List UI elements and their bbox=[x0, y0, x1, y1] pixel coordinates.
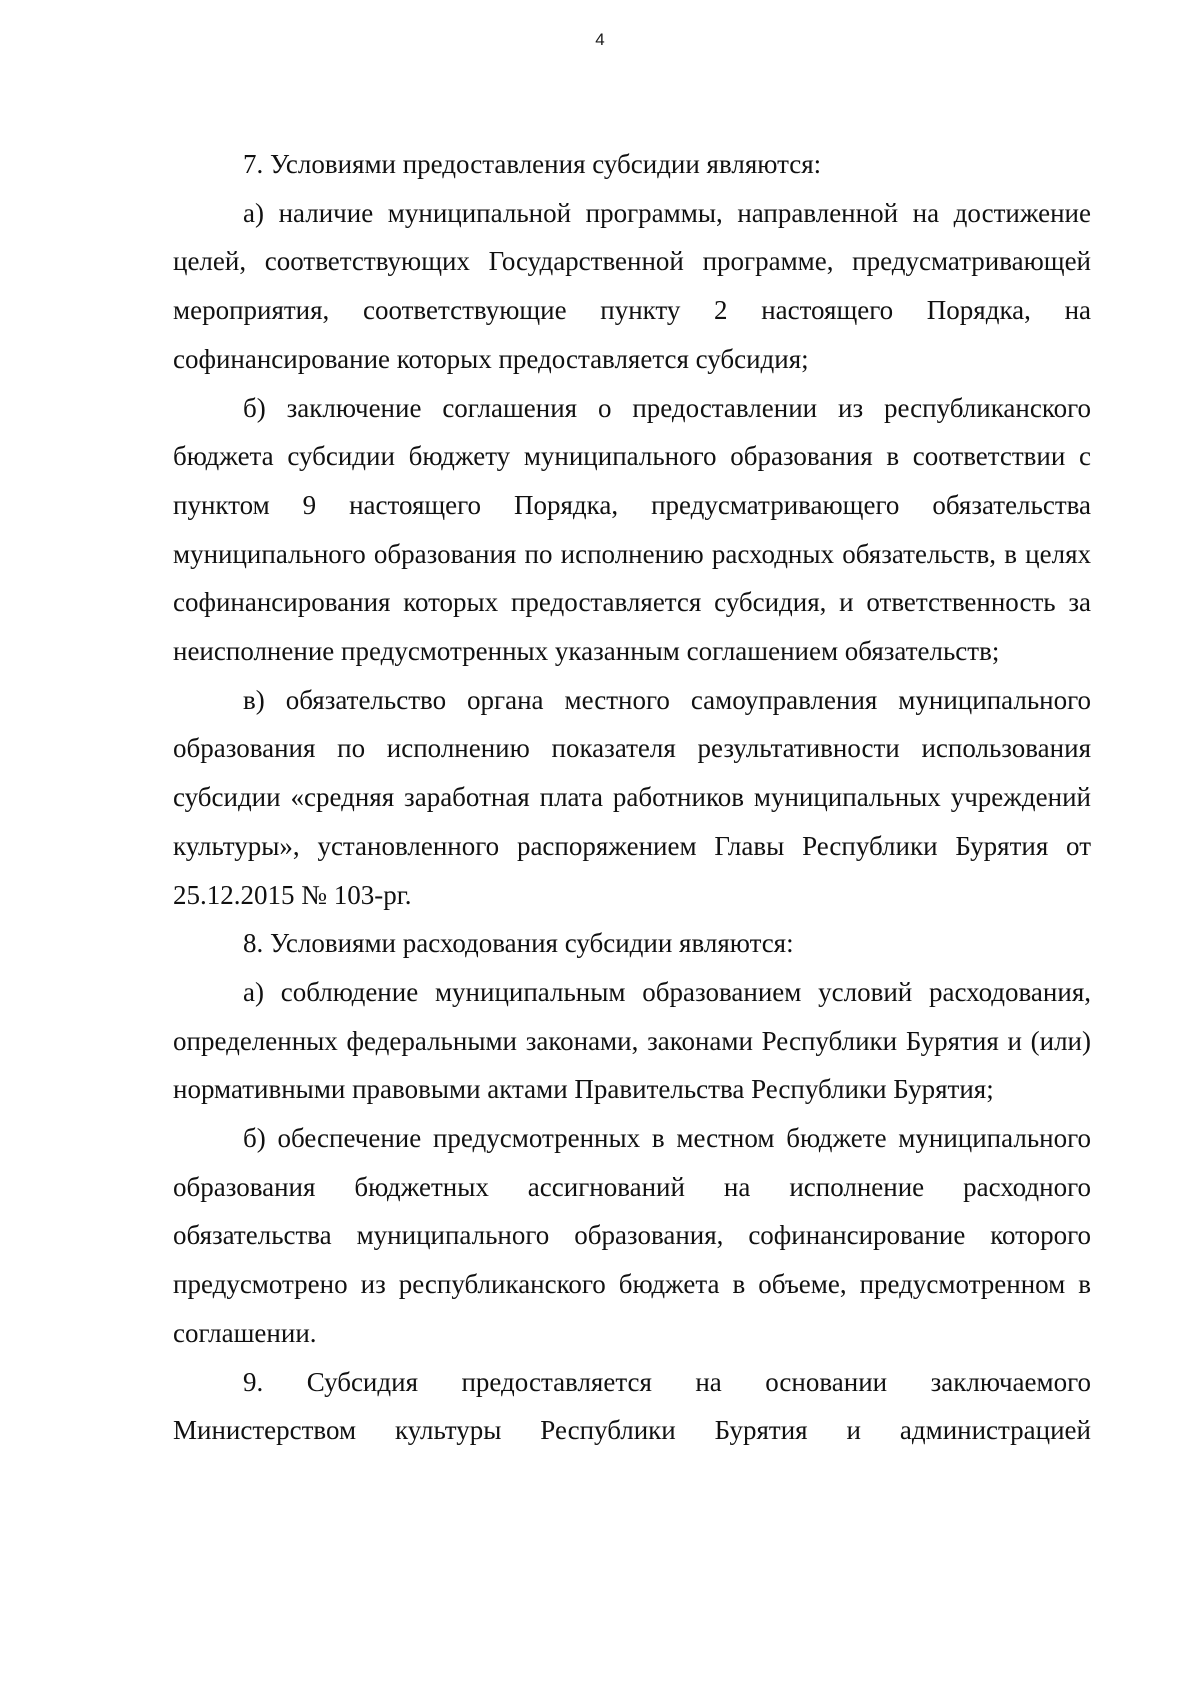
document-body bbox=[173, 140, 1091, 1455]
paragraph-7-intro: 7. Условиями предоставления субсидии являются: bbox=[243, 149, 822, 179]
paragraph-8a: а) соблюдение муниципальным образованием условий расходования, определенных федеральными законами, законами Республики Бурятия и (или) нормативными правовыми актами Правительства Республики Бурятия; bbox=[173, 976, 1091, 1105]
paragraph-8-intro: 8. Условиями расходования субсидии являются: bbox=[243, 928, 794, 959]
paragraph-9: 9. Субсидия предоставляется на основании заключаемого Министерством культуры Республики Бурятия и администрацией bbox=[173, 1366, 1091, 1446]
paragraph-7b: б) заключение соглашения о предоставлении из республиканского бюджета субсидии бюджету муниципального образования в соответствии с пунктом 9 настоящего Порядка, предусматривающего обязательства муниципального образования по исполнению расходных обязательств, в целях софинансирования которых предоставляется субсидия, и ответственность за неисполнение предусмотренных указанным соглашением обязательств; bbox=[173, 392, 1091, 667]
paragraph-7a: а) наличие муниципальной программы, направленной на достижение целей, соответствующих Государственной программе, предусматривающей мероприятия, соответствующие пункту 2 настоящего Порядка, на софинансирование которых предоставляется субсидия; bbox=[173, 197, 1091, 374]
paragraph-7c: в) обязательство органа местного самоуправления муниципального образования по исполнению показателя результативности использования субсидии «средняя заработная плата работников муниципальных учреждений культуры», установленного распоряжением Главы Республики Бурятия от 25.12.2015 № 103-рг. bbox=[173, 684, 1091, 910]
paragraph-8b: б) обеспечение предусмотренных в местном бюджете муниципального образования бюджетных ассигнований на исполнение расходного обязательства муниципального образования, софинансирование которого предусмотрено из республиканского бюджета в объеме, предусмотренном в соглашении. bbox=[173, 1123, 1091, 1348]
page-number: 4 bbox=[595, 30, 605, 49]
